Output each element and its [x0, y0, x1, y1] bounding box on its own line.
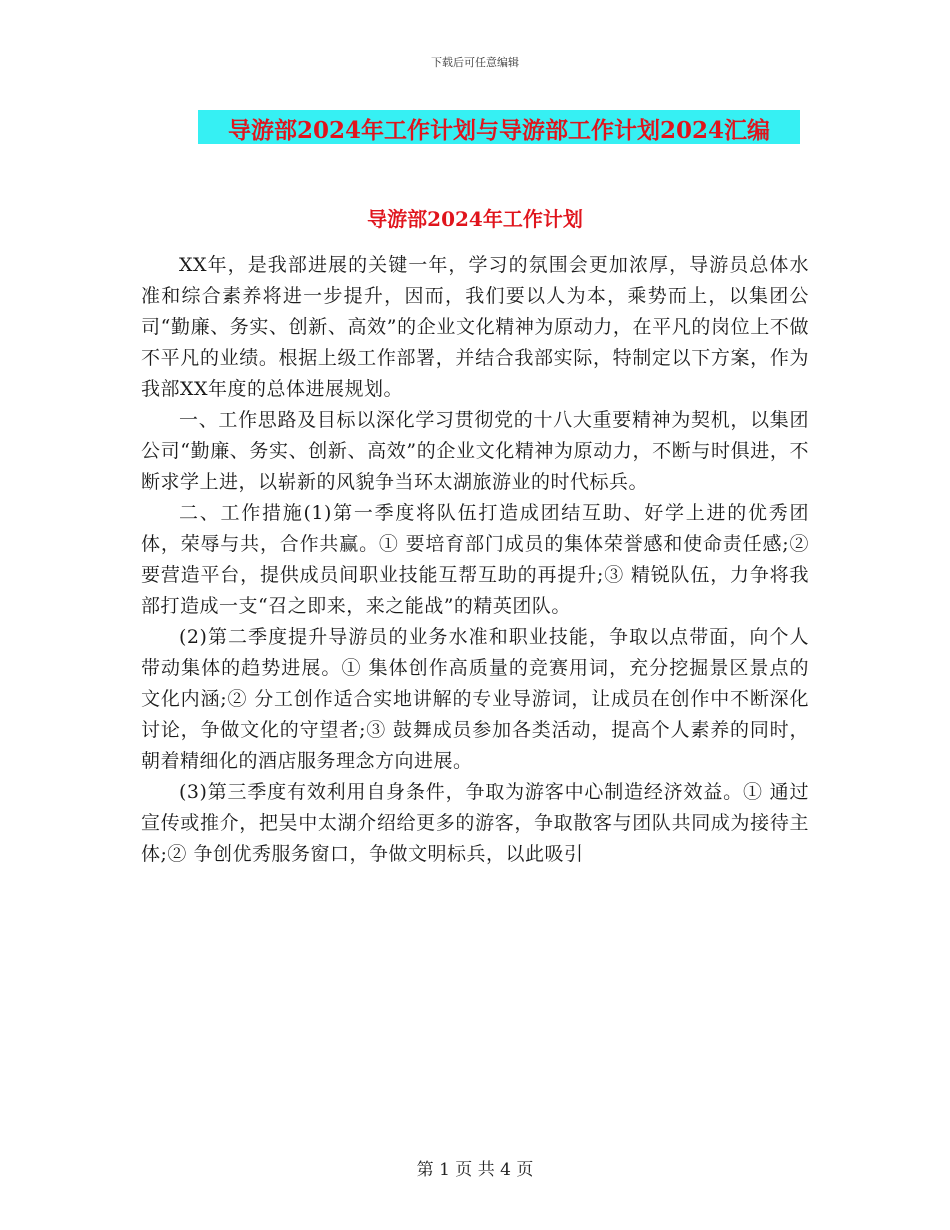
page-footer: 第 1 页 共 4 页: [416, 1160, 534, 1180]
paragraph: 二、工作措施(1)第一季度将队伍打造成团结互助、好学上进的优秀团体，荣辱与共，合作共赢。① 要培育部门成员的集体荣誉感和使命责任感;② 要营造平台，提供成员间职业技能互帮互助的再提升;③ 精锐队伍，力争将我部打造成一支“召之即来，来之能战”的精英团队。: [141, 502, 809, 617]
document-body: [141, 250, 809, 870]
paragraph: XX年，是我部进展的关键一年，学习的氛围会更加浓厚，导游员总体水准和综合素养将进一步提升，因而，我们要以人为本，乘势而上，以集团公司“勤廉、务实、创新、高效”的企业文化精神为原动力，在平凡的岗位上不做不平凡的业绩。根据上级工作部署，并结合我部实际，特制定以下方案，作为我部XX年度的总体进展规划。: [141, 254, 809, 400]
paragraph: (3)第三季度有效利用自身条件，争取为游客中心制造经济效益。① 通过宣传或推介，把吴中太湖介绍给更多的游客，争取散客与团队共同成为接待主体;② 争创优秀服务窗口，争做文明标兵，以此吸引: [141, 781, 809, 865]
document-main-title: 导游部2024年工作计划与导游部工作计划2024汇编: [227, 117, 771, 144]
page-header-note: 下载后可任意编辑: [431, 56, 519, 69]
paragraph: 一、工作思路及目标以深化学习贯彻党的十八大重要精神为契机，以集团公司“勤廉、务实、创新、高效”的企业文化精神为原动力，不断与时俱进，不断求学上进，以崭新的风貌争当环太湖旅游业的时代标兵。: [141, 409, 809, 493]
paragraph: (2)第二季度提升导游员的业务水准和职业技能，争取以点带面，向个人带动集体的趋势进展。① 集体创作高质量的竞赛用词，充分挖掘景区景点的文化内涵;② 分工创作适合实地讲解的专业导游词，让成员在创作中不断深化讨论，争做文化的守望者;③ 鼓舞成员参加各类活动，提高个人素养的同时，朝着精细化的酒店服务理念方向进展。: [141, 626, 809, 772]
section-title: 导游部2024年工作计划: [367, 207, 583, 231]
